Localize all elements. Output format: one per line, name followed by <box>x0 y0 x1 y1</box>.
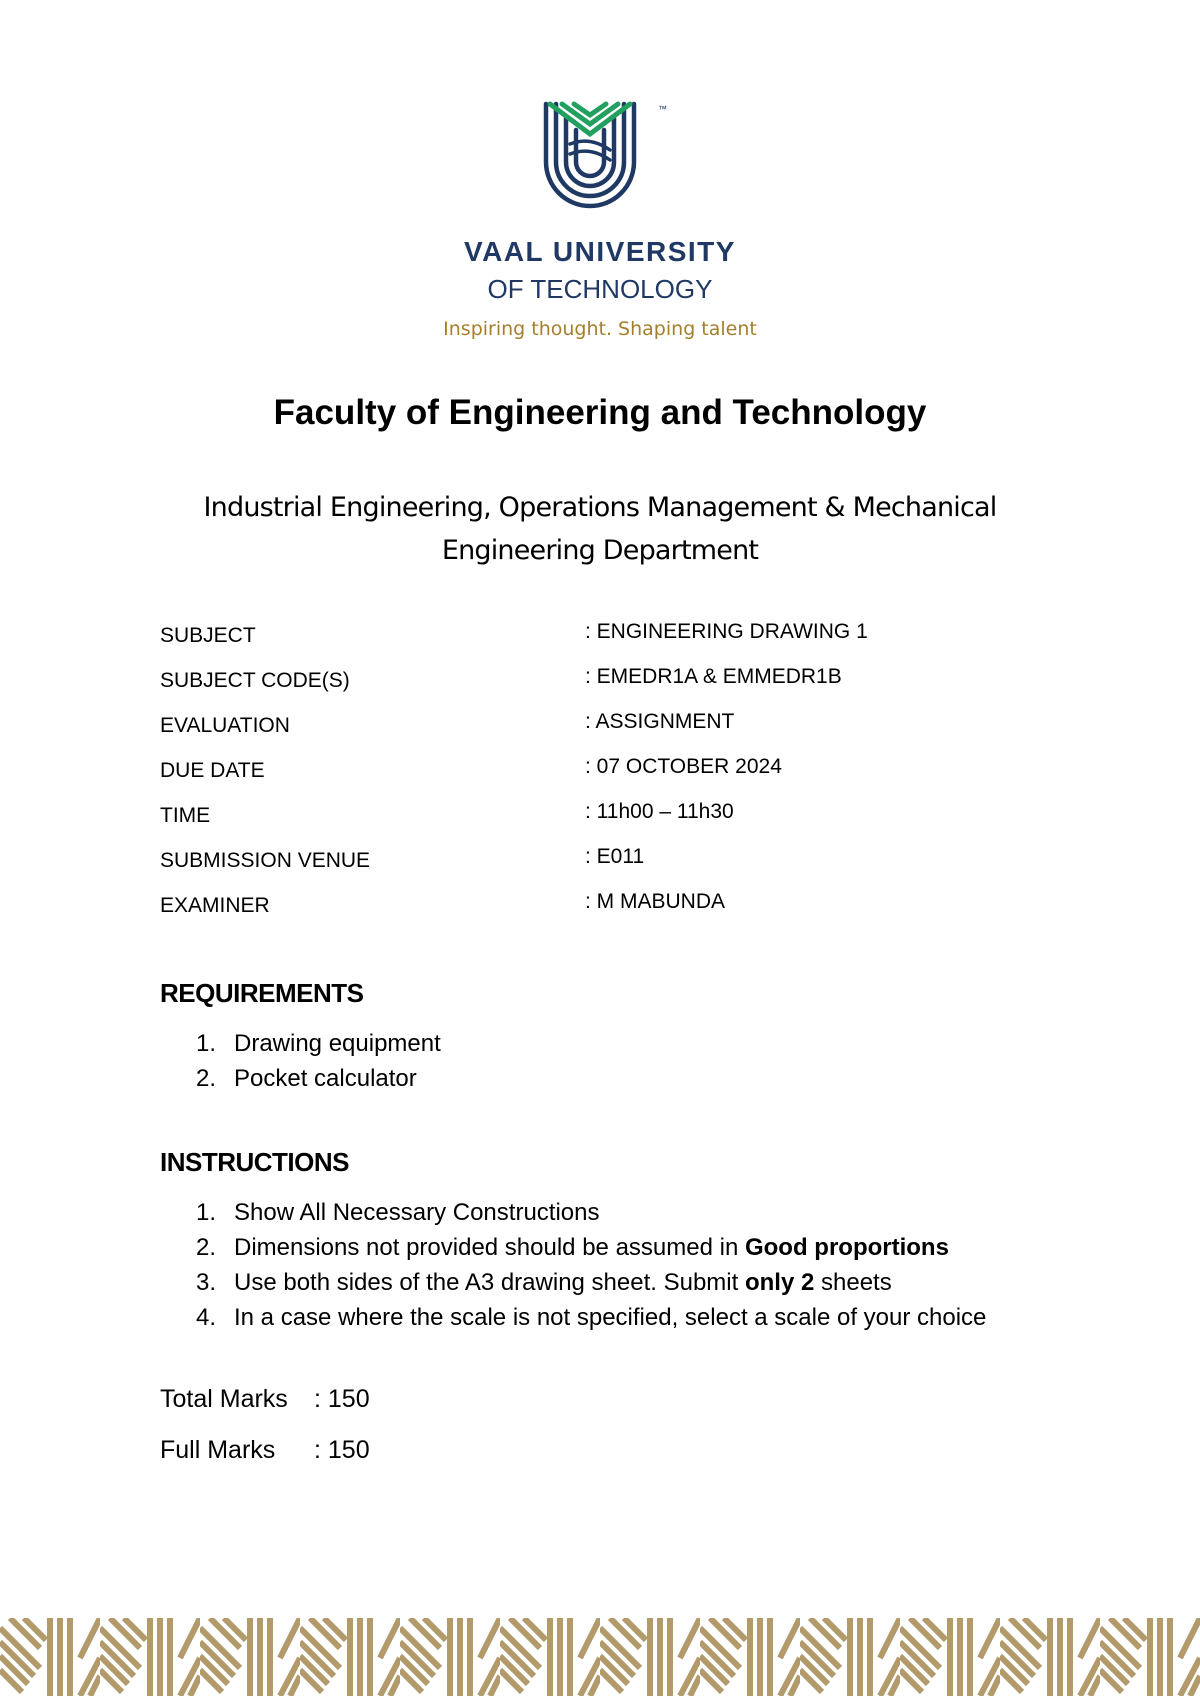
info-value: : M MABUNDA <box>585 890 726 913</box>
info-value: : 07 OCTOBER 2024 <box>585 755 782 778</box>
info-row-examiner <box>160 890 1060 920</box>
total-marks-value: : 150 <box>314 1385 370 1413</box>
list-item: 4. In a case where the scale is not specified, select a scale of your choice <box>196 1304 987 1331</box>
info-row-submission-venue <box>160 845 1060 875</box>
requirements-heading: REQUIREMENTS <box>160 978 364 1008</box>
university-name: VAAL UNIVERSITY <box>464 236 736 267</box>
info-label: DUE DATE <box>160 759 265 782</box>
info-row-due-date <box>160 755 1060 785</box>
department-title <box>150 486 1050 572</box>
list-item: 2. Pocket calculator <box>196 1065 417 1092</box>
total-marks-label: Total Marks <box>160 1385 288 1413</box>
department-line-2: Engineering Department <box>441 535 759 566</box>
tagline: Inspiring thought. Shaping talent <box>443 318 757 340</box>
info-label: SUBJECT <box>160 624 256 647</box>
requirements-list <box>196 1026 441 1096</box>
decorative-pattern-icon <box>0 1618 1200 1696</box>
list-item: 1. Show All Necessary Constructions <box>196 1199 600 1226</box>
info-label: SUBMISSION VENUE <box>160 849 371 872</box>
vut-logo-icon <box>540 100 680 220</box>
department-line-1: Industrial Engineering, Operations Management & Mechanical <box>203 492 997 523</box>
info-label: EXAMINER <box>160 894 270 917</box>
info-value: : EMEDR1A & EMMEDR1B <box>585 665 842 688</box>
info-row-subject-code <box>160 665 1060 695</box>
info-label: SUBJECT CODE(S) <box>160 669 350 692</box>
full-marks-label: Full Marks <box>160 1436 276 1464</box>
info-value: : E011 <box>585 845 645 868</box>
instructions-list <box>196 1195 986 1335</box>
faculty-title: Faculty of Engineering and Technology <box>273 393 927 432</box>
info-label: EVALUATION <box>160 714 290 737</box>
info-value: : ASSIGNMENT <box>585 710 735 733</box>
info-row-evaluation <box>160 710 1060 740</box>
full-marks <box>160 1436 370 1465</box>
list-item: 3. Use both sides of the A3 drawing sheet. Submit only 2 sheets <box>196 1269 892 1296</box>
logo-tm: ™ <box>658 104 667 114</box>
total-marks <box>160 1385 370 1414</box>
info-label: TIME <box>160 804 211 827</box>
full-marks-value: : 150 <box>314 1436 370 1464</box>
info-value: : 11h00 – 11h30 <box>585 800 734 823</box>
university-subtitle: OF TECHNOLOGY <box>487 274 713 304</box>
list-item: 2. Dimensions not provided should be assumed in Good proportions <box>196 1234 949 1261</box>
info-row-time <box>160 800 1060 830</box>
info-row-subject <box>160 620 1060 650</box>
instructions-heading: INSTRUCTIONS <box>160 1147 349 1177</box>
list-item: 1. Drawing equipment <box>196 1030 441 1057</box>
info-value: : ENGINEERING DRAWING 1 <box>585 620 868 643</box>
